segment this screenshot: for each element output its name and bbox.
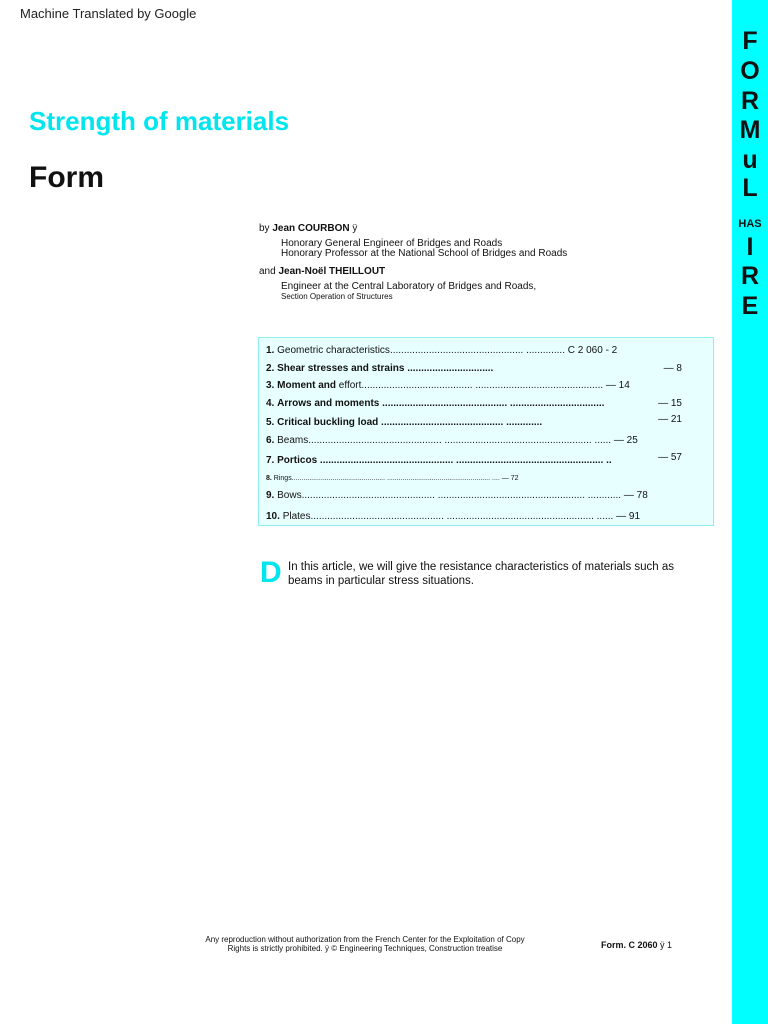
toc-row[interactable]: [266, 452, 705, 466]
toc-number: 3.: [266, 380, 275, 391]
toc-title: Moment and: [277, 380, 337, 391]
toc-title: Plates: [282, 511, 311, 522]
toc-number: 1.: [266, 345, 275, 356]
author2-role: Engineer at the Central Laboratory of Bridges and Roads,: [281, 281, 537, 292]
author1-line: [259, 224, 567, 234]
toc-title: Geometric characteristics: [277, 345, 390, 356]
author2-name: Jean-Noël THEILLOUT: [278, 266, 386, 277]
sidebar-letter: R: [740, 87, 760, 115]
toc-number: 9.: [266, 490, 275, 501]
toc-number: 6.: [266, 435, 275, 446]
footer-line: Rights is strictly prohibited. ÿ © Engineering Techniques, Construction treatise: [227, 944, 503, 953]
toc-ref: C 2 060 - 2: [567, 345, 618, 356]
toc-number: 4.: [266, 398, 275, 409]
toc-title: Bows: [277, 490, 302, 501]
toc-dots: ................................................ ..................................................... ......: [308, 435, 612, 446]
toc-page: — 8: [663, 363, 682, 374]
sidebar-letter: R: [740, 262, 760, 290]
toc-title: Critical buckling load: [277, 417, 379, 428]
sidebar-letter: F: [742, 27, 758, 55]
toc-ref: — 91: [616, 511, 641, 522]
toc-row[interactable]: [266, 398, 705, 409]
toc-row[interactable]: [266, 435, 705, 446]
toc-number: 2.: [266, 363, 275, 374]
sidebar-formulaire-band: [732, 0, 768, 1024]
page-ref-number: ÿ 1: [657, 940, 673, 950]
page-ref-code: Form. C 2060: [601, 940, 658, 950]
sidebar-letter: L: [742, 174, 758, 202]
toc-dots: ........................................ ..............................................: [361, 380, 604, 391]
and-prefix: and: [259, 266, 276, 277]
toc-row[interactable]: [266, 414, 705, 428]
page-reference: [601, 940, 672, 950]
sidebar-letter: u: [742, 146, 758, 174]
sidebar-letter: M: [739, 116, 761, 144]
toc-dots: ................................................ ..................................................... ............: [301, 490, 622, 501]
sidebar-letter: E: [741, 292, 759, 320]
toc-dots: ................................................ ..................................................... ..: [317, 455, 612, 466]
toc-row[interactable]: [266, 490, 705, 501]
author1-mark: ÿ: [349, 223, 358, 234]
toc-title: Rings: [273, 475, 292, 482]
toc-title: Shear stresses and strains: [277, 363, 405, 374]
intro-paragraph: In this article, we will give the resistance characteristics of materials such as beams in particular stress situations.: [288, 561, 675, 587]
toc-dots: ...............................: [404, 363, 494, 374]
main-title: Form: [29, 161, 104, 194]
toc-number: 7.: [266, 455, 275, 466]
toc-dots: ................................................ ..............: [389, 345, 565, 356]
toc-number: 8.: [266, 475, 272, 482]
author2-role: Section Operation of Structures: [281, 292, 393, 301]
toc-title: Porticos: [277, 455, 318, 466]
toc-number: 5.: [266, 417, 275, 428]
by-prefix: by: [259, 223, 270, 234]
toc-row[interactable]: [266, 380, 705, 391]
author1-role: Honorary General Engineer of Bridges and Roads: [281, 238, 503, 249]
author1-name: Jean COURBON: [272, 223, 350, 234]
toc-page: — 57: [658, 452, 682, 463]
toc-ref: — 14: [605, 380, 630, 391]
toc-dots: ............................................ .............: [378, 417, 543, 428]
subject-title: Strength of materials: [29, 106, 290, 136]
toc-dots: ............................................. ..................................: [379, 398, 605, 409]
footer-line: Any reproduction without authorization from the French Center for the Exploitation of Copy: [205, 935, 525, 944]
toc-row[interactable]: [266, 345, 705, 356]
sidebar-letter: I: [746, 233, 754, 261]
sidebar-letter: O: [740, 57, 760, 85]
author-block: [259, 224, 567, 302]
toc-title-rest: effort: [336, 380, 362, 391]
toc-ref: — 78: [623, 490, 648, 501]
toc-row[interactable]: [266, 363, 705, 374]
copyright-footer: [180, 935, 550, 953]
table-of-contents: [258, 337, 714, 526]
toc-number: 10.: [266, 511, 280, 522]
toc-row[interactable]: [266, 475, 705, 482]
toc-dots: ................................................ ..................................................... ......: [310, 511, 614, 522]
toc-ref: — 25: [613, 435, 638, 446]
sidebar-small-word: HAS: [738, 218, 762, 230]
toc-dots: ................................................ ..................................................... ....: [291, 475, 500, 482]
author2-line: [259, 267, 567, 277]
toc-page: — 15: [658, 398, 682, 409]
toc-page: — 21: [658, 414, 682, 425]
toc-row[interactable]: [266, 511, 705, 522]
dropcap-letter: D: [260, 556, 282, 589]
translation-note: Machine Translated by Google: [20, 6, 197, 21]
toc-ref: — 72: [501, 475, 519, 482]
toc-title: Arrows and moments: [277, 398, 380, 409]
author1-role: Honorary Professor at the National School of Bridges and Roads: [281, 248, 568, 259]
toc-title: Beams: [277, 435, 309, 446]
